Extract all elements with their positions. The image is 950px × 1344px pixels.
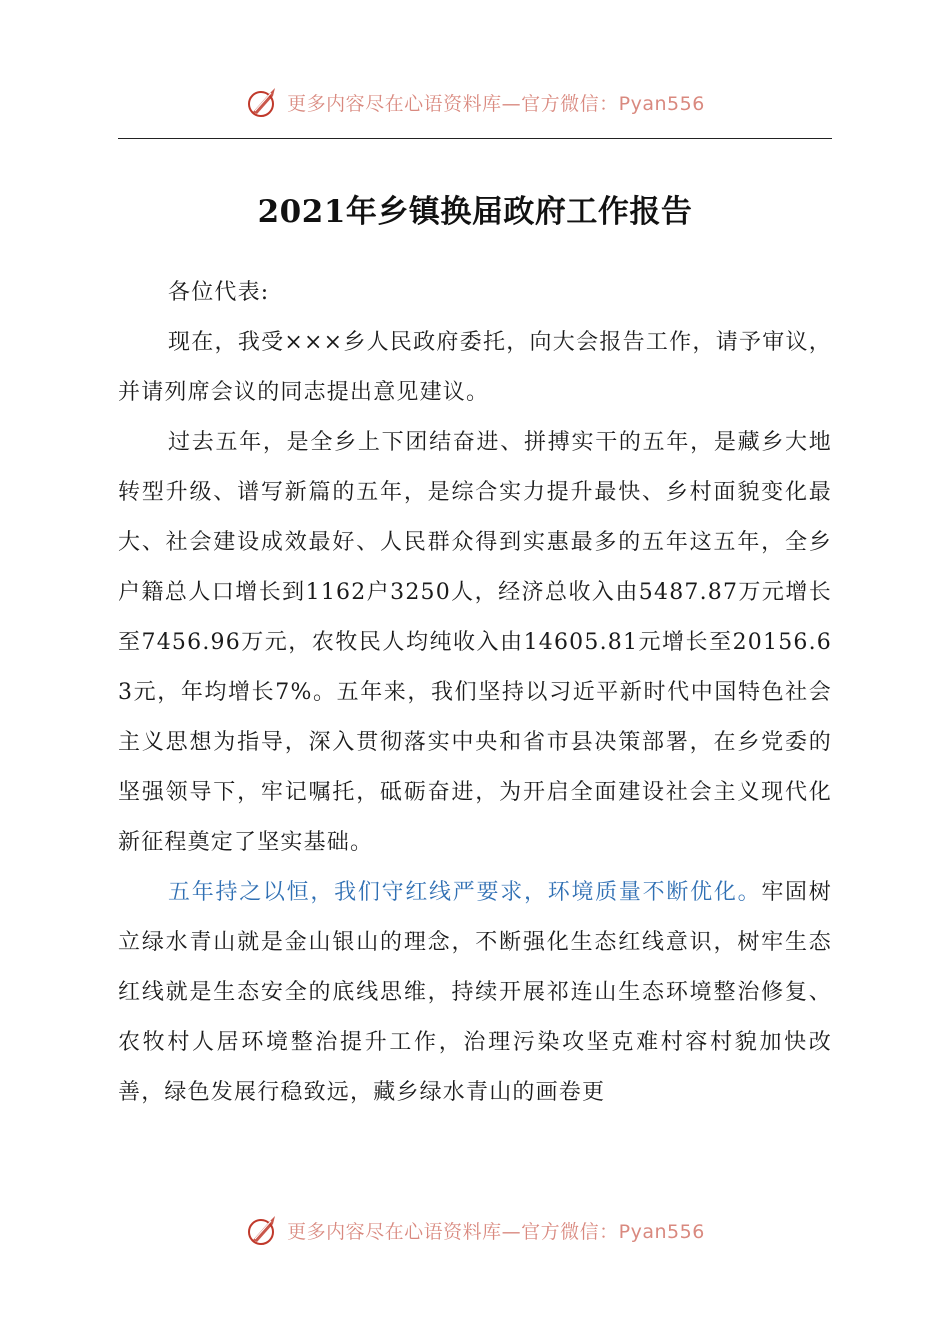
salutation: 各位代表:: [168, 280, 270, 305]
footer-banner: [0, 1208, 950, 1252]
paragraph-text: 过去五年，是全乡上下团结奋进、拼搏实干的五年，是藏乡大地转型升级、谱写新篇的五年，是综合实力提升最快、乡村面貌变化最大、社会建设成效最好、人民群众得到实惠最多的五年这五年，全乡户籍总人口增长到1162户3250人，经济总收入由5487.87万元增长至7456.96万元，农牧民人均纯收入由14605.81元增长至20156.63元，年均增长7%。五年来，我们坚持以习近平新时代中国特色社会主义思想为指导，深入贯彻落实中央和省市县决策部署，在乡党委的坚强领导下，牢记嘱托，砥砺奋进，为开启全面建设社会主义现代化新征程奠定了坚实基础。: [118, 430, 832, 855]
paragraph: [118, 868, 832, 1118]
quill-pen-logo-icon: [245, 84, 281, 120]
paragraph-text: 牢固树立绿水青山就是金山银山的理念，不断强化生态红线意识，树牢生态红线就是生态安全的底线思维，持续开展祁连山生态环境整治修复、农牧村人居环境整治提升工作，治理污染攻坚克难村容村貌加快改善，绿色发展行稳致远，藏乡绿水青山的画卷更: [118, 880, 832, 1105]
paragraph: [118, 418, 832, 868]
document-body: [118, 268, 832, 1118]
quill-pen-logo-icon: [245, 1212, 281, 1248]
footer-banner-text: 更多内容尽在心语资料库—官方微信：Pyan556: [287, 1220, 705, 1243]
section-heading-highlight: 五年持之以恒，我们守红线严要求，环境质量不断优化。: [168, 880, 762, 905]
header-banner: [0, 80, 950, 124]
paragraph: [118, 318, 832, 418]
header-divider: [118, 138, 832, 139]
paragraph-text: 现在，我受×××乡人民政府委托，向大会报告工作，请予审议，并请列席会议的同志提出意见建议。: [118, 330, 832, 405]
header-banner-text: 更多内容尽在心语资料库—官方微信：Pyan556: [287, 92, 705, 115]
document-title: 2021年乡镇换届政府工作报告: [257, 194, 693, 230]
